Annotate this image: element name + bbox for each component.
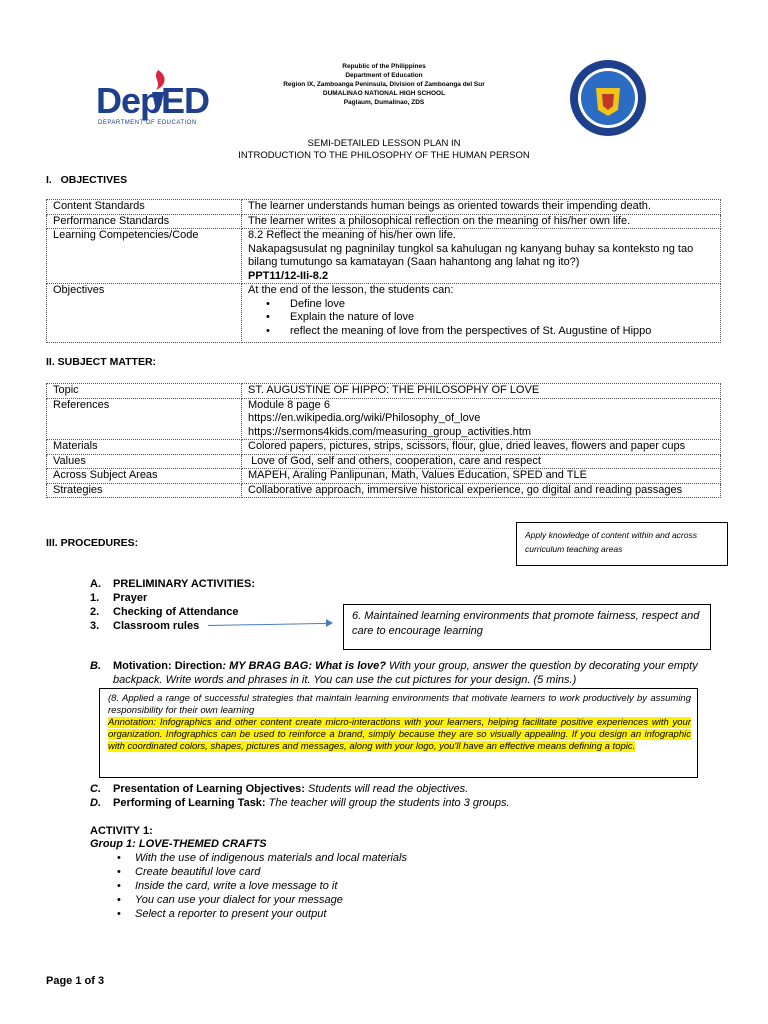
prelim-item-2: Checking of Attendance <box>113 606 239 618</box>
header-line-5: Paglaum, Dumalinao, ZDS <box>343 99 425 106</box>
row-value: The learner writes a philosophical reflection on the meaning of his/her own life. <box>242 214 721 229</box>
annotation-highlight <box>108 717 697 753</box>
subject-title: INTRODUCTION TO THE PHILOSOPHY OF THE HUMAN PERSON <box>238 150 530 161</box>
motivation-paragraph <box>113 659 723 687</box>
header-line-4: DUMALINAO NATIONAL HIGH SCHOOL <box>322 90 446 97</box>
annotation-box <box>99 688 698 778</box>
row-key: Strategies <box>47 483 242 498</box>
procedures-heading: III. PROCEDURES: <box>46 537 139 549</box>
table-row <box>47 214 721 229</box>
performing-title: Performing of Learning Task: <box>113 797 266 809</box>
table-row <box>47 440 721 455</box>
row-key: Objectives <box>47 284 242 343</box>
row-key: Content Standards <box>47 200 242 215</box>
presentation-text: Students will read the objectives. <box>304 783 469 795</box>
subject-matter-table <box>46 383 721 498</box>
header-line-1: Republic of the Philippines <box>342 63 426 70</box>
logo-text: DepED <box>96 80 210 121</box>
subject-matter-heading: II. SUBJECT MATTER: <box>46 356 157 368</box>
competency-filipino: Nakapagsusulat ng pagninilay tungkol sa kahulugan ng kanyang buhay sa konteksto ng tao bilang tumutungo sa kamatayan (Saan hahantong ang lahat ng ito?) <box>248 242 694 268</box>
row-key: Learning Competencies/Code <box>47 229 242 284</box>
reference-link-1[interactable]: https://en.wikipedia.org/wiki/Philosophy_of_love <box>248 412 481 424</box>
motivation-question: : MY BRAG BAG: What is love? <box>222 660 386 672</box>
activity-title: ACTIVITY 1: <box>90 825 153 837</box>
prelim-item-1: Prayer <box>113 592 148 604</box>
table-row <box>47 229 721 284</box>
competency-code: PPT11/12-IIi-8.2 <box>248 269 329 282</box>
prelim-label: A. <box>90 578 101 590</box>
competency-text: 8.2 Reflect the meaning of his/her own life. <box>248 229 456 241</box>
table-row <box>47 200 721 215</box>
row-value: Love of God, self and others, cooperation, care and respect <box>242 454 721 469</box>
list-item: • Select a reporter to present your output <box>117 908 327 920</box>
arrow-line <box>208 623 328 626</box>
note-curriculum: Apply knowledge of content within and across curriculum teaching areas <box>516 522 728 566</box>
arrow-head-icon <box>326 619 333 627</box>
row-value <box>242 398 721 440</box>
prelim-num-1: 1. <box>90 592 100 604</box>
row-value <box>242 229 721 284</box>
lesson-plan-title: SEMI-DETAILED LESSON PLAN IN <box>307 138 461 149</box>
row-key: References <box>47 398 242 440</box>
table-row <box>47 483 721 498</box>
prelim-num-3: 3. <box>90 620 100 632</box>
table-row <box>47 469 721 484</box>
row-value: MAPEH, Araling Panlipunan, Math, Values Education, SPED and TLE <box>242 469 721 484</box>
motivation-title: Motivation: Direction <box>113 660 223 672</box>
logo-subtext: DEPARTMENT OF EDUCATION <box>98 120 197 126</box>
list-item: • Explain the nature of love <box>290 311 714 325</box>
group-list <box>117 851 577 921</box>
row-key: Materials <box>47 440 242 455</box>
list-item: • Inside the card, write a love message to it <box>117 880 338 892</box>
page-number: Page 1 of 3 <box>46 975 105 987</box>
division-seal <box>568 58 648 138</box>
prelim-item-3: Classroom rules <box>113 620 200 632</box>
objectives-intro: At the end of the lesson, the students can: <box>248 284 454 296</box>
performing-paragraph <box>113 796 713 810</box>
row-value: ST. AUGUSTINE OF HIPPO: THE PHILOSOPHY OF LOVE <box>242 384 721 399</box>
reference-module: Module 8 page 6 <box>248 398 330 411</box>
table-row <box>47 454 721 469</box>
list-item: • You can use your dialect for your message <box>117 894 343 906</box>
row-key: Across Subject Areas <box>47 469 242 484</box>
list-item: • Create beautiful love card <box>117 866 261 878</box>
note-environment: 6. Maintained learning environments that promote fairness, respect and care to encourage learning <box>343 604 711 650</box>
group-title: Group 1: LOVE-THEMED CRAFTS <box>90 838 267 850</box>
performing-text: The teacher will group the students into 3 groups. <box>265 797 510 809</box>
motivation-instructions: With your group, answer the question by decorating your empty backpack. Write words and phrases in it. You can use the cut pictures for your design. (5 mins.) <box>113 660 698 686</box>
prelim-title: PRELIMINARY ACTIVITIES: <box>113 578 255 590</box>
objectives-table <box>46 199 721 343</box>
presentation-label: C. <box>90 783 101 795</box>
row-value <box>242 284 721 343</box>
presentation-title: Presentation of Learning Objectives: <box>113 783 305 795</box>
annotation-highlight-text: Annotation: Infographics and other content create micro-interactions with your learners, helping facilitate positive experiences with your organization. Infographics can be used to reinforce a brand, simply because they are so visually appealing. If you design an infographic with coordinated colors, shapes, pictures and messages, along with your logo, you'll have an effective means defining a topic. <box>108 717 691 752</box>
motivation-label: B. <box>90 660 101 672</box>
header-line-2: Department of Education <box>345 72 423 79</box>
list-item: • With the use of indigenous materials and local materials <box>117 852 407 864</box>
row-value: Collaborative approach, immersive historical experience, go digital and reading passages <box>242 483 721 498</box>
annotation-intro: (8. Applied a range of successful strategies that maintain learning environments that motivate learners to work productively by assuming responsibility for their own learning <box>108 693 691 716</box>
performing-label: D. <box>90 797 101 809</box>
header-line-3: Region IX, Zamboanga Peninsula, Division of Zamboanga del Sur <box>283 81 485 88</box>
table-row <box>47 384 721 399</box>
row-value: The learner understands human beings as oriented towards their impending death. <box>242 200 721 215</box>
reference-link-2[interactable]: https://sermons4kids.com/measuring_group_activities.htm <box>248 425 532 438</box>
prelim-num-2: 2. <box>90 606 100 618</box>
row-key: Values <box>47 454 242 469</box>
list-item: • Define love <box>290 298 714 312</box>
presentation-paragraph <box>113 782 713 796</box>
objectives-heading: I. OBJECTIVES <box>46 174 128 186</box>
row-value: Colored papers, pictures, strips, scissors, flour, glue, dried leaves, flowers and paper cups <box>242 440 721 455</box>
row-key: Performance Standards <box>47 214 242 229</box>
objectives-list <box>248 298 714 339</box>
table-row <box>47 398 721 440</box>
row-key: Topic <box>47 384 242 399</box>
table-row <box>47 284 721 343</box>
list-item: • reflect the meaning of love from the perspectives of St. Augustine of Hippo <box>290 325 714 339</box>
